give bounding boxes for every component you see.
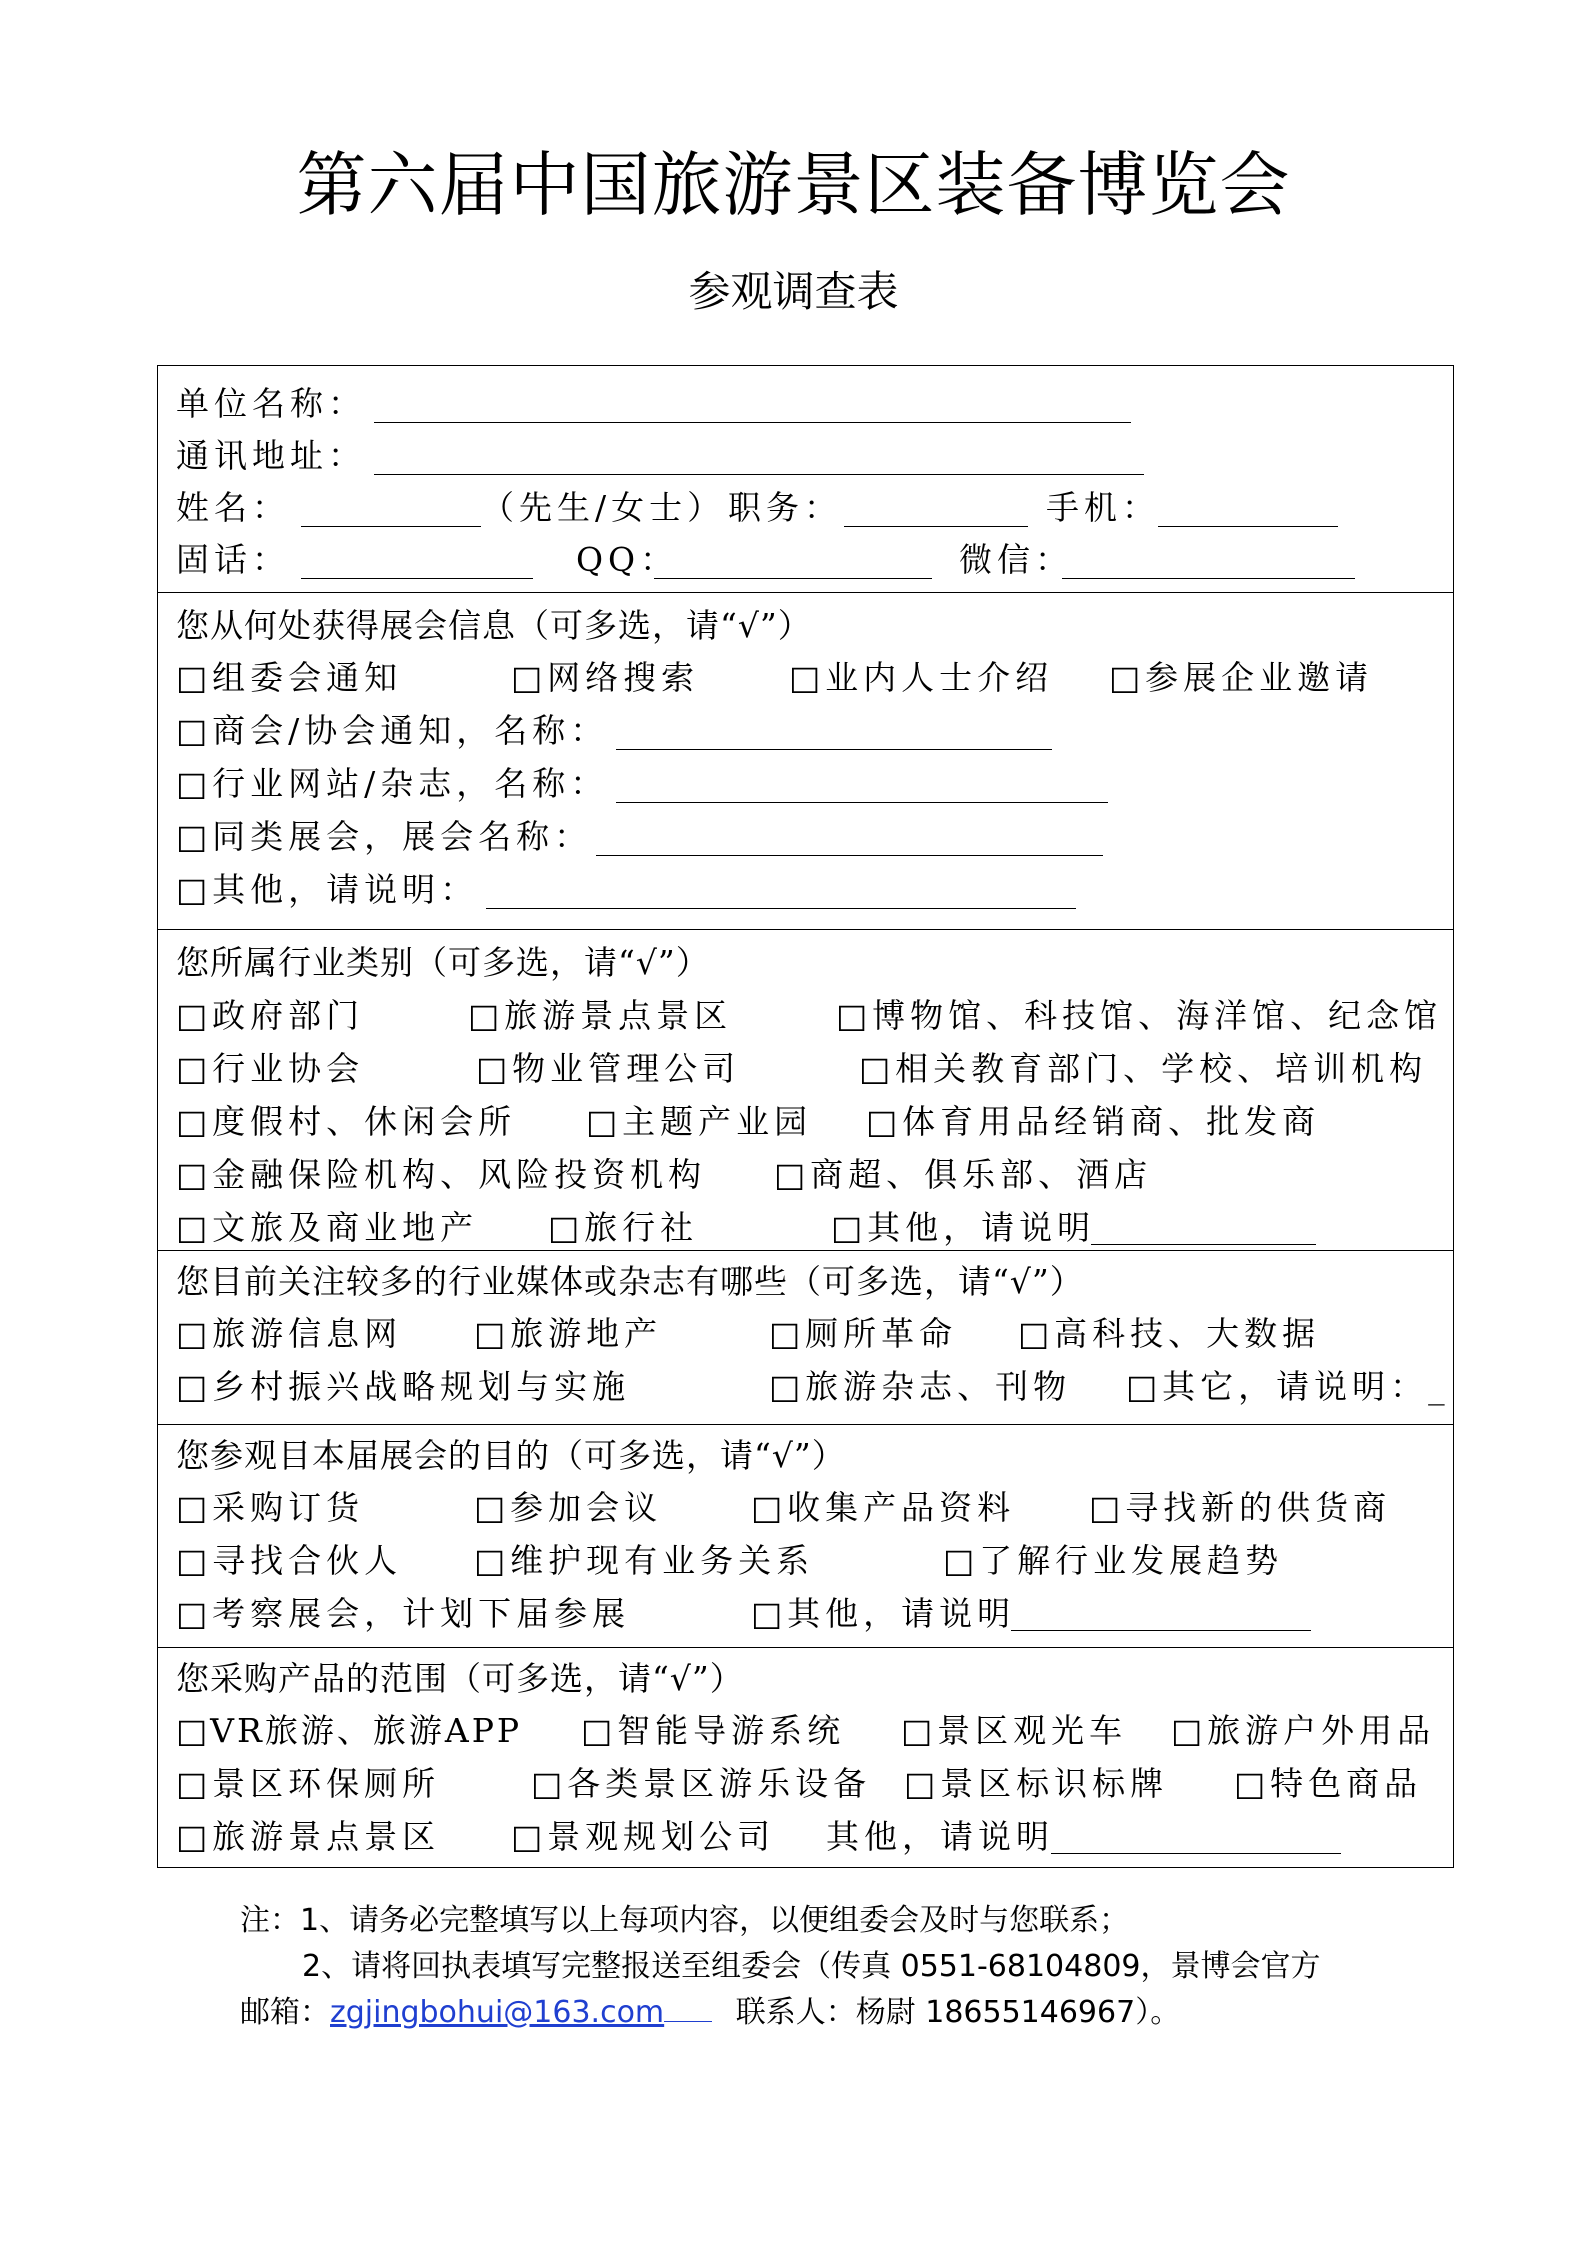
option-tourism-info-net[interactable]: □旅游信息网 — [176, 1314, 403, 1353]
option-high-tech-bigdata[interactable]: □高科技、大数据 — [1018, 1314, 1321, 1353]
option-other-industry[interactable]: □其他，请说明 — [831, 1208, 1096, 1247]
wechat-label: 微信： — [959, 540, 1073, 579]
note-line-2: 2、请将回执表填写完整报送至组委会（传真 0551-68104809，景博会官方 — [302, 1949, 1321, 1984]
email-underline — [664, 1995, 712, 2022]
option-chamber-notice[interactable]: □商会/协会通知，名称： — [176, 711, 609, 750]
mobile-field[interactable] — [1158, 526, 1338, 527]
industry-row-4 — [176, 1149, 1453, 1201]
info-source-row-1 — [176, 652, 1453, 704]
purpose-heading-text: 您参观目本届展会的目的（可多选，请“√”） — [176, 1436, 846, 1475]
page-subtitle: 参观调查表 — [688, 267, 899, 316]
info-source-row-2 — [176, 705, 1453, 757]
note-line-3 — [240, 1992, 1180, 2034]
option-travel-agency[interactable]: □旅行社 — [548, 1208, 699, 1247]
option-retail-clubs-hotels[interactable]: □商超、俱乐部、酒店 — [774, 1155, 1153, 1194]
unit-name-field[interactable] — [374, 422, 1131, 423]
media-row-1 — [176, 1308, 1453, 1360]
option-find-suppliers[interactable]: □寻找新的供货商 — [1089, 1488, 1392, 1527]
option-other-purpose[interactable]: □其他，请说明 — [751, 1594, 1016, 1633]
website-name-field[interactable] — [616, 802, 1108, 803]
info-source-row-5 — [176, 864, 1453, 916]
media-heading-text: 您目前关注较多的行业媒体或杂志有哪些（可多选，请“√”） — [176, 1262, 1084, 1301]
info-source-row-4 — [176, 811, 1453, 863]
info-source-row-3 — [176, 758, 1453, 810]
option-theme-parks[interactable]: □主题产业园 — [586, 1102, 813, 1141]
option-museums[interactable]: □博物馆、科技馆、海洋馆、纪念馆 — [836, 996, 1443, 1035]
info-source-section — [158, 592, 1453, 930]
option-education[interactable]: □相关教育部门、学校、培训机构 — [859, 1049, 1428, 1088]
media-heading — [176, 1256, 1453, 1308]
option-web-search[interactable]: □网络搜索 — [511, 658, 700, 697]
option-tourism-magazines[interactable]: □旅游杂志、刊物 — [769, 1367, 1072, 1406]
option-amusement-equipment[interactable]: □各类景区游乐设备 — [531, 1764, 872, 1803]
option-other-products[interactable]: 其他，请说明 — [826, 1817, 1054, 1856]
option-industry-website[interactable]: □行业网站/杂志，名称： — [176, 764, 609, 803]
survey-form — [157, 365, 1454, 1868]
purpose-row-1 — [176, 1482, 1453, 1534]
option-tourism-realestate[interactable]: □旅游地产 — [474, 1314, 663, 1353]
option-similar-exhibition[interactable]: □同类展会，展会名称： — [176, 817, 593, 856]
purpose-section — [158, 1424, 1453, 1648]
name-field[interactable] — [301, 526, 481, 527]
option-industry-trends[interactable]: □了解行业发展趋势 — [943, 1541, 1284, 1580]
option-outdoor-gear[interactable]: □旅游户外用品 — [1171, 1711, 1436, 1750]
media-section — [158, 1250, 1453, 1425]
option-find-partners[interactable]: □寻找合伙人 — [176, 1541, 403, 1580]
option-scenic-spots[interactable]: □旅游景点景区 — [468, 996, 733, 1035]
note-line-1: 注：1、请务必完整填写以上每项内容，以便组委会及时与您联系； — [240, 1903, 1130, 1938]
phone-row — [176, 534, 1453, 586]
option-specialty-goods[interactable]: □特色商品 — [1234, 1764, 1423, 1803]
other-purpose-field[interactable] — [1011, 1630, 1311, 1631]
purpose-heading — [176, 1430, 1453, 1482]
option-attend-conference[interactable]: □参加会议 — [474, 1488, 663, 1527]
option-industry-association[interactable]: □行业协会 — [176, 1049, 365, 1088]
option-rural-revitalization[interactable]: □乡村振兴战略规划与实施 — [176, 1367, 631, 1406]
option-toilet-revolution[interactable]: □厕所革命 — [769, 1314, 958, 1353]
option-eco-toilets[interactable]: □景区环保厕所 — [176, 1764, 441, 1803]
option-finance-insurance[interactable]: □金融保险机构、风险投资机构 — [176, 1155, 707, 1194]
option-sporting-goods[interactable]: □体育用品经销商、批发商 — [866, 1102, 1321, 1141]
email-link[interactable]: zgjingbohui@163.com — [330, 1995, 665, 2030]
purpose-row-3 — [176, 1588, 1453, 1640]
chamber-name-field[interactable] — [616, 749, 1052, 750]
industry-section — [158, 929, 1453, 1251]
option-inspect-exhibition[interactable]: □考察展会，计划下届参展 — [176, 1594, 631, 1633]
option-other-source[interactable]: □其他，请说明： — [176, 870, 479, 909]
gender-note: （先生/女士） — [481, 488, 726, 527]
qq-field[interactable] — [654, 578, 932, 579]
option-resorts[interactable]: □度假村、休闲会所 — [176, 1102, 517, 1141]
wechat-field[interactable] — [1062, 578, 1355, 579]
products-section — [158, 1647, 1453, 1869]
info-source-heading-text: 您从何处获得展会信息（可多选，请“√”） — [176, 606, 812, 645]
industry-row-1 — [176, 990, 1453, 1042]
option-collect-product-info[interactable]: □收集产品资料 — [751, 1488, 1016, 1527]
address-row — [176, 430, 1453, 482]
products-heading-text: 您采购产品的范围（可多选，请“√”） — [176, 1659, 744, 1698]
industry-row-3 — [176, 1096, 1453, 1148]
info-source-heading — [176, 600, 1453, 652]
address-field[interactable] — [374, 474, 1144, 475]
page-title: 第六届中国旅游景区装备博览会 — [296, 144, 1291, 226]
option-government[interactable]: □政府部门 — [176, 996, 365, 1035]
option-smart-guide[interactable]: □智能导游系统 — [581, 1711, 846, 1750]
option-maintain-relations[interactable]: □维护现有业务关系 — [474, 1541, 815, 1580]
option-scenic-areas[interactable]: □旅游景点景区 — [176, 1817, 441, 1856]
option-other-media[interactable]: □其它，请说明：_ — [1126, 1367, 1450, 1406]
mobile-label: 手机： — [1046, 488, 1160, 527]
contact-person: 联系人：杨尉 18655146967）。 — [735, 1995, 1181, 2030]
option-signage[interactable]: □景区标识标牌 — [904, 1764, 1169, 1803]
option-purchase-orders[interactable]: □采购订货 — [176, 1488, 365, 1527]
position-label: 职务： — [728, 488, 842, 527]
other-products-field[interactable] — [1051, 1853, 1341, 1854]
address-label: 通讯地址： — [176, 436, 366, 475]
option-cultural-tourism-realestate[interactable]: □文旅及商业地产 — [176, 1208, 479, 1247]
similar-exhibition-field[interactable] — [596, 855, 1103, 856]
products-row-3 — [176, 1811, 1453, 1863]
option-industry-referral[interactable]: □业内人士介绍 — [789, 658, 1054, 697]
contact-section — [158, 366, 1453, 593]
purpose-row-2 — [176, 1535, 1453, 1587]
phone-label: 固话： — [176, 540, 290, 579]
industry-heading-text: 您所属行业类别（可多选，请“√”） — [176, 943, 710, 982]
mail-label: 邮箱： — [240, 1995, 330, 2030]
person-row — [176, 482, 1453, 534]
option-committee-notice[interactable]: □组委会通知 — [176, 658, 403, 697]
other-source-field[interactable] — [486, 908, 1076, 909]
media-row-2 — [176, 1361, 1453, 1413]
industry-row-5 — [176, 1202, 1453, 1254]
other-industry-field[interactable] — [1091, 1244, 1316, 1245]
option-property-management[interactable]: □物业管理公司 — [476, 1049, 741, 1088]
phone-field[interactable] — [301, 578, 533, 579]
products-row-1 — [176, 1705, 1453, 1757]
name-label: 姓名： — [176, 488, 290, 527]
option-sightseeing-bus[interactable]: □景区观光车 — [901, 1711, 1128, 1750]
position-field[interactable] — [844, 526, 1028, 527]
unit-label: 单位名称： — [176, 384, 366, 423]
products-heading — [176, 1653, 1453, 1705]
products-row-2 — [176, 1758, 1453, 1810]
qq-label: QQ： — [576, 540, 679, 579]
option-landscape-planning[interactable]: □景观规划公司 — [511, 1817, 776, 1856]
industry-row-2 — [176, 1043, 1453, 1095]
option-exhibitor-invitation[interactable]: □参展企业邀请 — [1109, 658, 1374, 697]
industry-heading — [176, 937, 1453, 989]
option-vr-tourism[interactable]: □VR旅游、旅游APP — [176, 1711, 523, 1750]
unit-row — [176, 378, 1453, 430]
